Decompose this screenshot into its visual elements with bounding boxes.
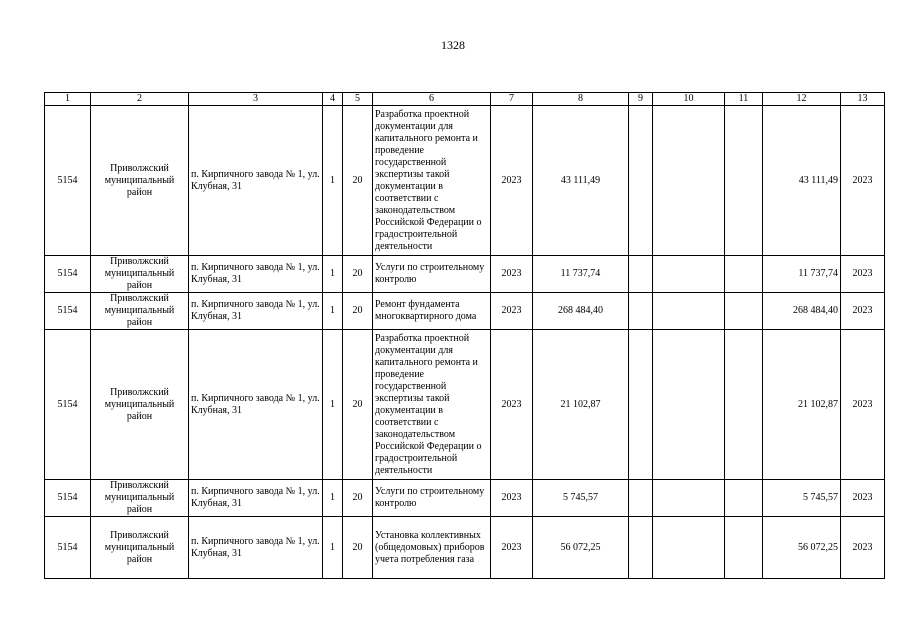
col9-cell [629,480,653,517]
year-cell: 2023 [491,293,533,330]
table-row [45,293,885,330]
col10-cell [653,106,725,256]
total-cost-cell: 268 484,40 [763,293,841,330]
address-cell: п. Кирпичного завода № 1, ул. Клубная, 31 [189,106,323,256]
col5-cell: 20 [343,330,373,480]
column-number-header: 6 [373,93,491,106]
column-number-header: 11 [725,93,763,106]
repair-program-table [44,92,885,579]
column-number-header: 9 [629,93,653,106]
table-row [45,517,885,579]
cost-cell: 56 072,25 [533,517,629,579]
completion-year-cell: 2023 [841,106,885,256]
completion-year-cell: 2023 [841,330,885,480]
cost-cell: 268 484,40 [533,293,629,330]
col9-cell [629,293,653,330]
table-row [45,106,885,256]
work-type-cell: Установка коллективных (общедомовых) приборов учета потребления газа [373,517,491,579]
col9-cell [629,106,653,256]
municipality-cell: Приволжский муниципальный район [91,517,189,579]
table-row [45,256,885,293]
cost-cell: 21 102,87 [533,330,629,480]
municipality-cell: Приволжский муниципальный район [91,106,189,256]
col11-cell [725,330,763,480]
work-type-cell: Услуги по строительному контролю [373,480,491,517]
column-number-header: 10 [653,93,725,106]
col5-cell: 20 [343,293,373,330]
address-cell: п. Кирпичного завода № 1, ул. Клубная, 31 [189,330,323,480]
work-type-cell: Разработка проектной документации для капитального ремонта и проведение государственной экспертизы такой документации в соответствии с законодательством Российской Федерации о градостроительной деятельности [373,106,491,256]
completion-year-cell: 2023 [841,480,885,517]
year-cell: 2023 [491,256,533,293]
region-code-cell: 5154 [45,517,91,579]
work-type-cell: Разработка проектной документации для капитального ремонта и проведение государственной экспертизы такой документации в соответствии с законодательством Российской Федерации о градостроительной деятельности [373,330,491,480]
completion-year-cell: 2023 [841,256,885,293]
region-code-cell: 5154 [45,106,91,256]
col9-cell [629,330,653,480]
region-code-cell: 5154 [45,293,91,330]
total-cost-cell: 11 737,74 [763,256,841,293]
col4-cell: 1 [323,330,343,480]
page-number: 1328 [441,38,465,52]
col4-cell: 1 [323,106,343,256]
region-code-cell: 5154 [45,480,91,517]
col10-cell [653,517,725,579]
col11-cell [725,106,763,256]
column-number-header: 5 [343,93,373,106]
column-number-header: 4 [323,93,343,106]
completion-year-cell: 2023 [841,293,885,330]
cost-cell: 11 737,74 [533,256,629,293]
work-type-cell: Услуги по строительному контролю [373,256,491,293]
address-cell: п. Кирпичного завода № 1, ул. Клубная, 31 [189,256,323,293]
col4-cell: 1 [323,480,343,517]
municipality-cell: Приволжский муниципальный район [91,256,189,293]
col11-cell [725,517,763,579]
address-cell: п. Кирпичного завода № 1, ул. Клубная, 31 [189,480,323,517]
column-number-header: 8 [533,93,629,106]
column-number-header: 1 [45,93,91,106]
cost-cell: 43 111,49 [533,106,629,256]
table-row [45,480,885,517]
municipality-cell: Приволжский муниципальный район [91,330,189,480]
table-header-row [45,93,885,106]
address-cell: п. Кирпичного завода № 1, ул. Клубная, 31 [189,293,323,330]
col5-cell: 20 [343,480,373,517]
region-code-cell: 5154 [45,330,91,480]
col11-cell [725,256,763,293]
table-row [45,330,885,480]
address-cell: п. Кирпичного завода № 1, ул. Клубная, 31 [189,517,323,579]
year-cell: 2023 [491,480,533,517]
col4-cell: 1 [323,293,343,330]
col10-cell [653,256,725,293]
col5-cell: 20 [343,106,373,256]
column-number-header: 3 [189,93,323,106]
col10-cell [653,330,725,480]
work-type-cell: Ремонт фундамента многоквартирного дома [373,293,491,330]
col10-cell [653,293,725,330]
col4-cell: 1 [323,256,343,293]
col5-cell: 20 [343,256,373,293]
column-number-header: 2 [91,93,189,106]
region-code-cell: 5154 [45,256,91,293]
completion-year-cell: 2023 [841,517,885,579]
total-cost-cell: 21 102,87 [763,330,841,480]
col4-cell: 1 [323,517,343,579]
col5-cell: 20 [343,517,373,579]
total-cost-cell: 5 745,57 [763,480,841,517]
total-cost-cell: 56 072,25 [763,517,841,579]
year-cell: 2023 [491,330,533,480]
year-cell: 2023 [491,517,533,579]
column-number-header: 7 [491,93,533,106]
year-cell: 2023 [491,106,533,256]
col11-cell [725,293,763,330]
column-number-header: 13 [841,93,885,106]
cost-cell: 5 745,57 [533,480,629,517]
col9-cell [629,517,653,579]
municipality-cell: Приволжский муниципальный район [91,293,189,330]
municipality-cell: Приволжский муниципальный район [91,480,189,517]
col11-cell [725,480,763,517]
col10-cell [653,480,725,517]
column-number-header: 12 [763,93,841,106]
total-cost-cell: 43 111,49 [763,106,841,256]
col9-cell [629,256,653,293]
